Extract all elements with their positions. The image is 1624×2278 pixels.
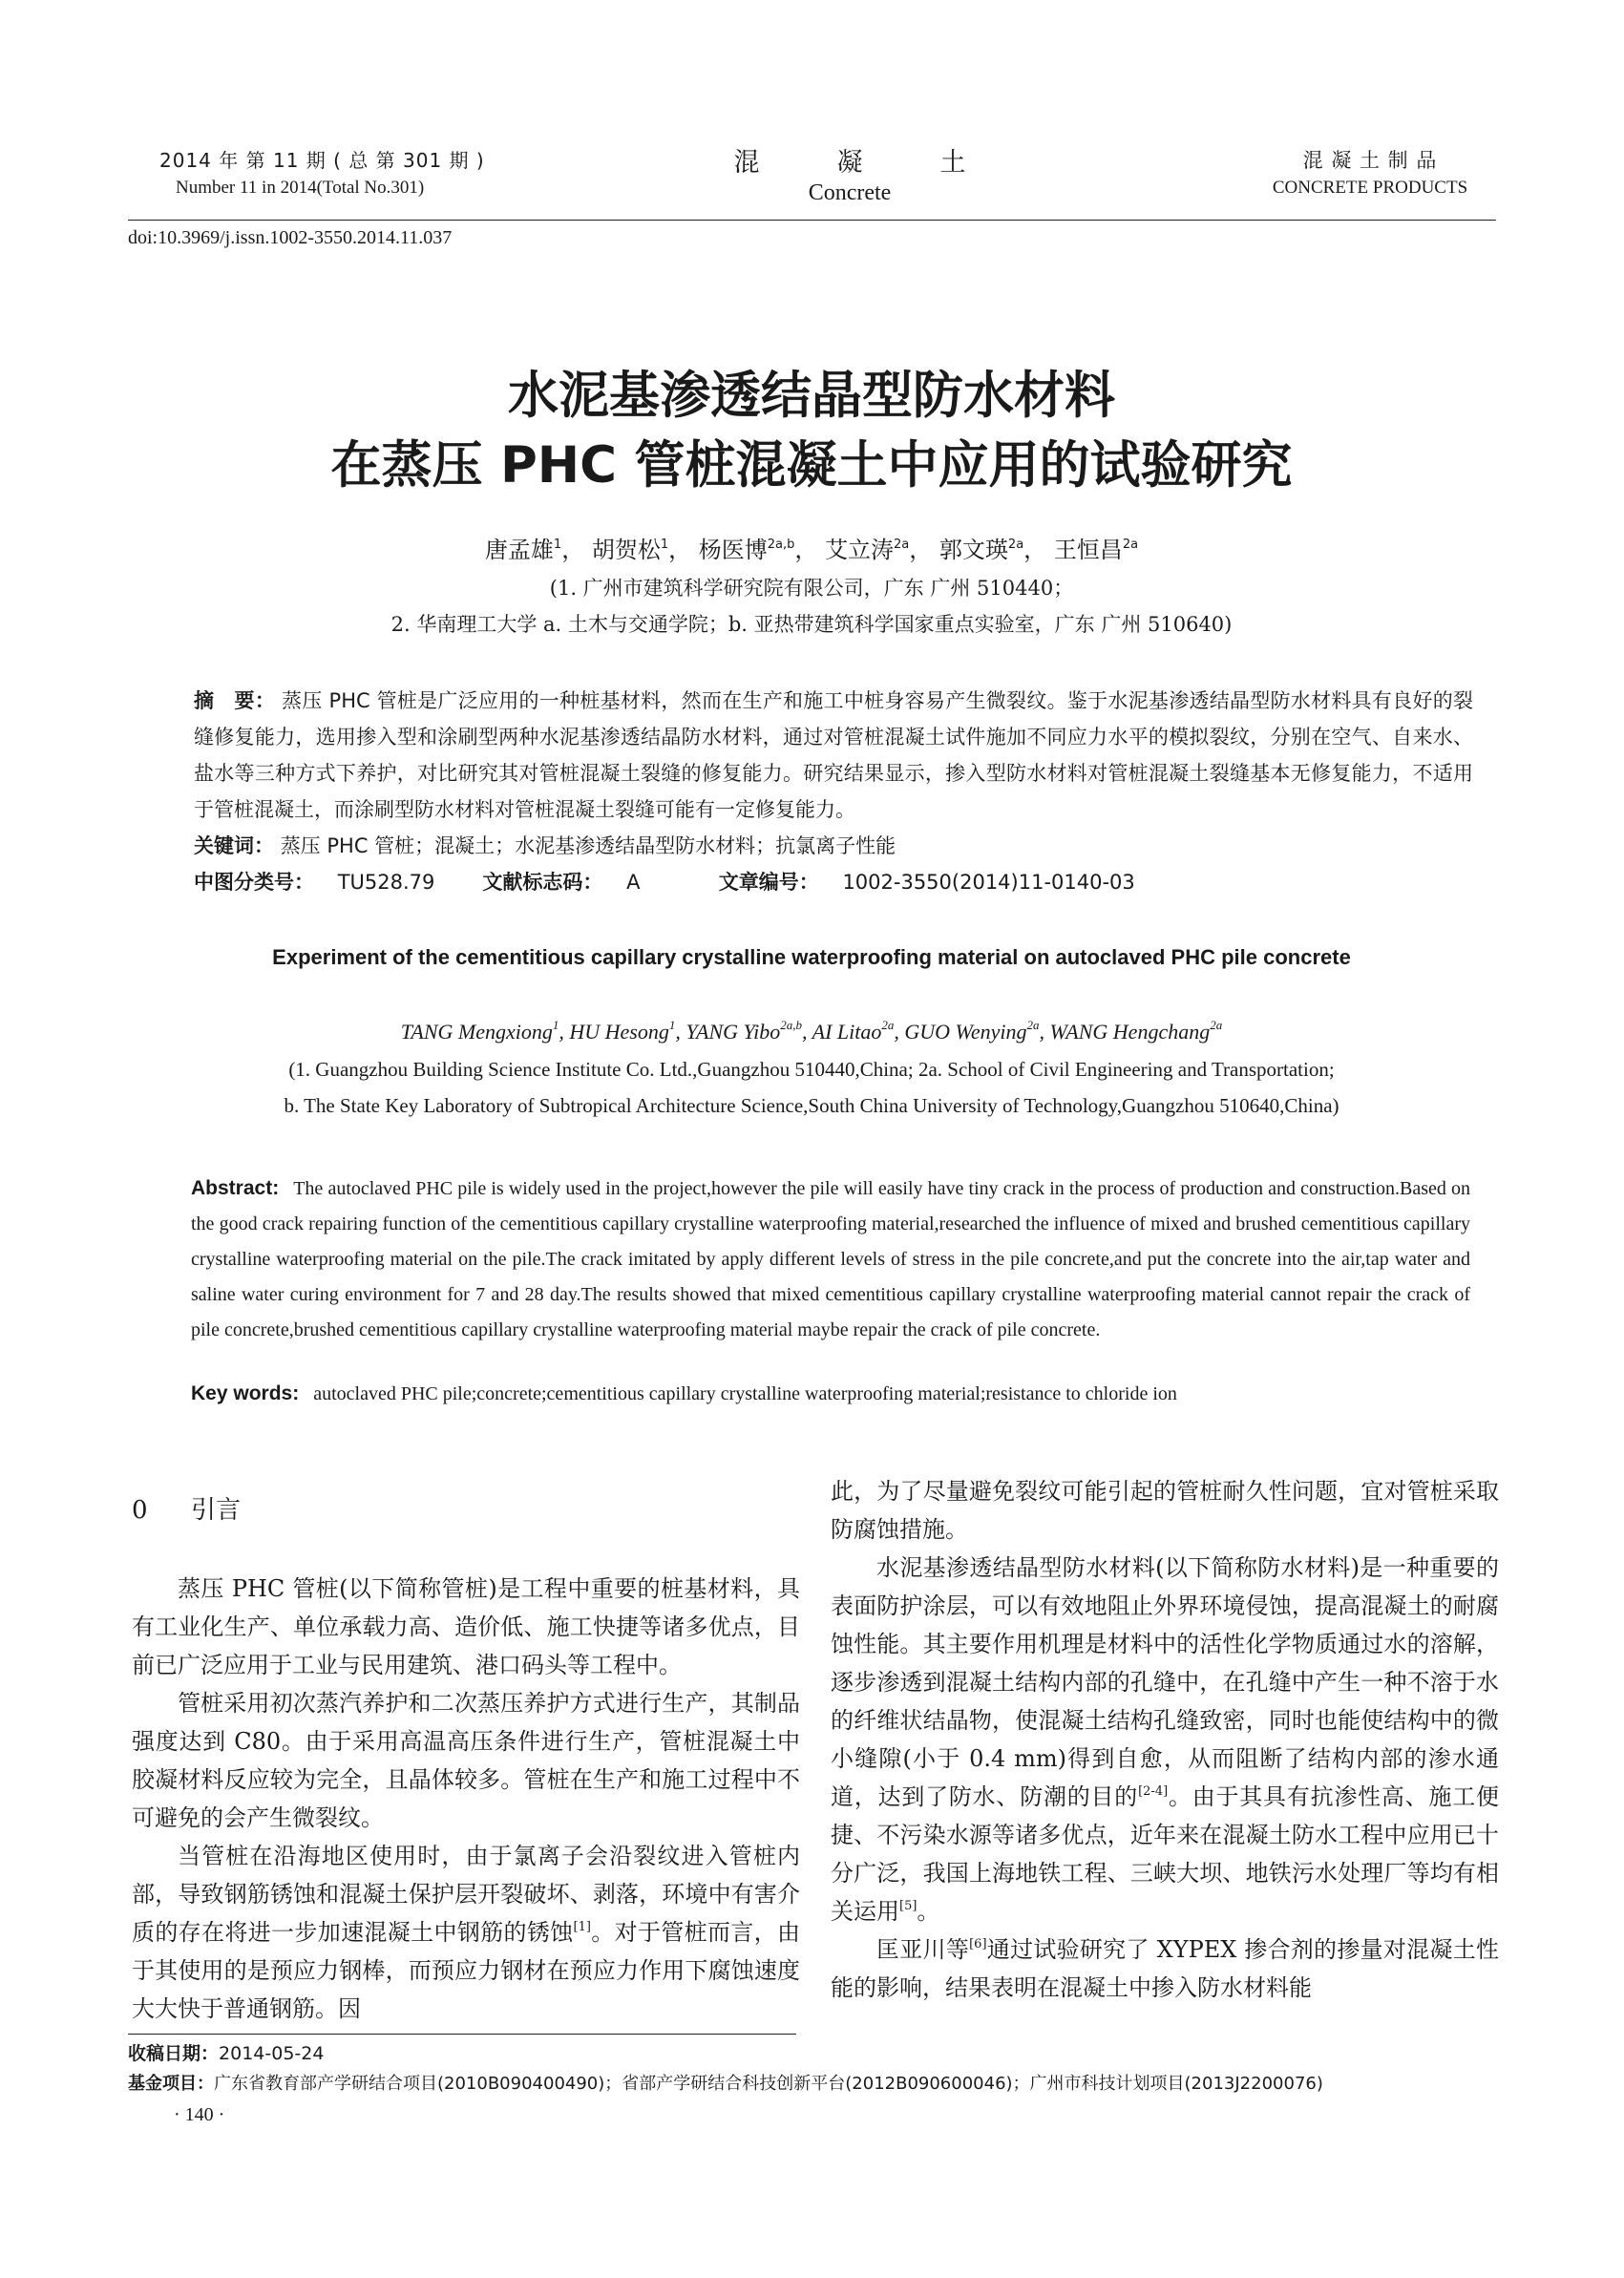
author: 郭文瑛 [939, 537, 1008, 563]
footnote-rule [128, 2034, 796, 2035]
body-left-column [132, 1491, 800, 2028]
affiliation-en-line-2: b. The State Key Laboratory of Subtropical Architecture Science,South China University of Technology,Guangzhou 510640,China) [284, 1094, 1339, 1117]
author-en: AI Litao [812, 1020, 882, 1044]
clc-label: 中图分类号： [194, 871, 314, 894]
author-en: WANG Hengchang [1049, 1020, 1211, 1044]
author: 艾立涛 [825, 537, 895, 563]
authors-en: TANG Mengxiong$^1$, HU Hesong$^1$, YANG Yibo$^{2a,b}$, AI Litao$^{2a}$, GUO Wenying$^{2a}$, WANG Hengchang$^{2a}$ [400, 1018, 1223, 1044]
keywords-en-label: Key words: [191, 1382, 300, 1404]
section-title: 引言 [191, 1496, 242, 1525]
citation: [6] [969, 1937, 987, 1951]
paragraph-text: 。由于其具有抗渗性高、施工便捷、不污染水源等诸多优点，近年来在混凝土防水工程中应用已十分广泛，我国上海地铁工程、三峡大坝、地铁污水处理厂等均有相关运用 [831, 1783, 1500, 1925]
abstract-cn-text: 蒸压 PHC 管桩是广泛应用的一种桩基材料，然而在生产和施工中桩身容易产生微裂纹。鉴于水泥基渗透结晶型防水材料具有良好的裂缝修复能力，选用掺入型和涂刷型两种水泥基渗透结晶防水材料，通过对管桩混凝土试件施加不同应力水平的模拟裂纹，分别在空气、自来水、盐水等三种方式下养护，对比研究其对管桩混凝土裂缝的修复能力。研究结果显示，掺入型防水材料对管桩混凝土裂缝基本无修复能力，不适用于管桩混凝土，而涂刷型防水材料对管桩混凝土裂缝可能有一定修复能力。 [194, 689, 1473, 821]
column-name-cn: 混 凝 土 制 品 [1302, 149, 1438, 172]
title-line-1: 水泥基渗透结晶型防水材料 [508, 367, 1115, 425]
fund-label: 基金项目： [128, 2074, 214, 2094]
keywords-cn-text: 蒸压 PHC 管桩；混凝土；水泥基渗透结晶型防水材料；抗氯离子性能 [280, 834, 896, 857]
author-en: TANG Mengxiong [400, 1020, 553, 1044]
citation: [2-4] [1138, 1784, 1169, 1799]
doc-code-label: 文献标志码： [482, 871, 603, 894]
paragraph: 蒸压 PHC 管桩(以下简称管桩)是工程中重要的桩基材料，具有工业化生产、单位承载力高、造价低、施工快捷等诸多优点，目前已广泛应用于工业与民用建筑、港口码头等工程中。 [132, 1575, 800, 1678]
paragraph [831, 1930, 1499, 2007]
author-sup: 1 [552, 1018, 559, 1032]
author-sup: 1 [553, 538, 562, 552]
paragraph-text: 水泥基渗透结晶型防水材料(以下简称防水材料)是一种重要的表面防护涂层，可以有效地阻止外界环境侵蚀，提高混凝土的耐腐蚀性能。其主要作用机理是材料中的活性化学物质通过水的溶解，逐步渗透到混凝土结构内部的孔缝中，在孔缝中产生一种不溶于水的纤维状结晶物，使混凝土结构孔缝致密，同时也能使结构中的微小缝隙(小于 0.4 mm)得到自愈，从而阻断了结构内部的渗水通道，达到了防水、防潮的目的 [831, 1554, 1499, 1810]
affiliation-line-1: (1. 广州市建筑科学研究院有限公司，广东 广州 510440； [549, 577, 1074, 600]
paragraph [831, 1549, 1499, 1930]
abstract-en-text: The autoclaved PHC pile is widely used in the project,however the pile will easily have tiny crack in the process of production and construction.Based on the good crack repairing function of the cementitious capillary crystalline waterproofing material,researched the influence of mixed and brushed cementitious capillary crystalline waterproofing material on the pile.The crack imitated by apply different levels of stress in the pile concrete,and put the concrete into the air,tap water and saline water curing environment for 7 and 28 day.The results showed that mixed cementitious capillary crystalline waterproofing material cannot repair the crack of pile concrete,brushed cementitious capillary crystalline waterproofing material maybe repair the crack of pile concrete. [191, 1178, 1470, 1340]
paragraph [132, 1837, 800, 2028]
journal-name-cn: 混 凝 土 [733, 148, 966, 178]
received-value: 2014-05-24 [219, 2043, 325, 2064]
paragraph-text: 通过试验研究了 XYPEX 掺合剂的掺量对混凝土性能的影响，结果表明在混凝土中掺入防水材料能 [831, 1936, 1499, 2001]
paragraph-text: 当管桩在沿海地区使用时，由于氯离子会沿裂纹进入管桩内部，导致钢筋锈蚀和混凝土保护层开裂破坏、剥落，环境中有害介质的存在将进一步加速混凝土中钢筋的锈蚀 [132, 1843, 800, 1946]
keywords-cn-label: 关键词： [194, 834, 274, 857]
title-line-2: 在蒸压 PHC 管桩混凝土中应用的试验研究 [330, 436, 1293, 495]
author: 杨医博 [698, 537, 768, 563]
author-sup: 2a [1026, 1018, 1040, 1032]
clc-value: TU528.79 [337, 871, 435, 894]
author: 唐孟雄 [484, 537, 554, 563]
citation: [1] [573, 1920, 591, 1934]
author-sup: 2a [881, 1018, 895, 1032]
journal-issue-en: Number 11 in 2014(Total No.301) [176, 178, 425, 198]
paragraph-text: 。对于管桩而言，由于其使用的是预应力钢棒，而预应力钢材在预应力作用下腐蚀速度大大快于普通钢筋。因 [132, 1919, 800, 2022]
author-sup: 2a [894, 538, 910, 552]
section-heading [132, 1491, 800, 1529]
fund-info [128, 2070, 1512, 2095]
column-name-en: CONCRETE PRODUCTS [1272, 178, 1468, 198]
doc-code-value: A [626, 871, 641, 894]
author-en: YANG Yibo [685, 1020, 781, 1044]
affiliation-line-2: 2. 华南理工大学 a. 土木与交通学院；b. 亚热带建筑科学国家重点实验室，广东 广州 510640) [390, 613, 1233, 636]
abstract-en-label: Abstract: [191, 1177, 280, 1199]
journal-issue-cn: 2014 年 第 11 期 ( 总 第 301 期 ) [159, 149, 485, 172]
author-sup: 2a [1210, 1018, 1223, 1032]
paragraph-text: 。 [917, 1898, 940, 1925]
keywords-en [191, 1382, 1177, 1405]
article-no-value: 1002-3550(2014)11-0140-03 [842, 871, 1135, 894]
header-rule [128, 220, 1496, 221]
abstract-en [191, 1171, 1470, 1348]
paragraph: 管桩采用初次蒸汽养护和二次蒸压养护方式进行生产，其制品强度达到 C80。由于采用高温高压条件进行生产，管桩混凝土中胶凝材料反应较为完全，且晶体较多。管桩在生产和施工过程中不可避免的会产生微裂纹。 [132, 1690, 800, 1831]
keywords-cn [194, 831, 896, 859]
journal-name-en: Concrete [808, 180, 892, 205]
section-number: 0 [132, 1496, 148, 1525]
authors-cn: 唐孟雄$^1$， 胡贺松$^1$， 杨医博$^{2a,b}$， 艾立涛$^{2a}$， 郭文瑛$^{2a}$， 王恒昌$^{2a}$ [484, 537, 1139, 563]
author-sup: 2a [1122, 538, 1139, 552]
paragraph: 此，为了尽量避免裂纹可能引起的管桩耐久性问题，宜对管桩采取防腐蚀措施。 [831, 1478, 1499, 1543]
article-no-label: 文章编号： [718, 871, 819, 894]
classification-row [194, 867, 1473, 896]
abstract-cn-label: 摘 要： [194, 689, 276, 712]
abstract-cn [194, 683, 1473, 828]
author: 王恒昌 [1053, 537, 1123, 563]
fund-value: 广东省教育部产学研结合项目(2010B090400490)；省部产学研结合科技创新平台(2012B090600046)；广州市科技计划项目(2013J2200076) [214, 2074, 1323, 2094]
author: 胡贺松 [591, 537, 661, 563]
page-number: · 140 · [174, 2104, 225, 2125]
author-en: HU Hesong [569, 1020, 669, 1044]
received-label: 收稿日期： [128, 2043, 220, 2064]
author-sup: 2a,b [767, 538, 795, 552]
doi: doi:10.3969/j.issn.1002-3550.2014.11.037 [128, 227, 453, 248]
received-date [128, 2039, 324, 2065]
keywords-en-text: autoclaved PHC pile;concrete;cementitious capillary crystalline waterproofing material;resistance to chloride ion [313, 1383, 1177, 1404]
author-sup: 2a [1007, 538, 1024, 552]
citation: [5] [899, 1899, 917, 1913]
body-right-column [831, 1472, 1499, 2007]
title-en: Experiment of the cementitious capillary crystalline waterproofing material on autoclaved PHC pile concrete [272, 945, 1351, 969]
author-sup: 1 [668, 1018, 676, 1032]
author-sup: 1 [660, 538, 669, 552]
affiliation-en-line-1: (1. Guangzhou Building Science Institute Co. Ltd.,Guangzhou 510440,China; 2a. School of Civil Engineering and Transportation; [288, 1058, 1335, 1081]
paragraph-text: 匡亚川等 [876, 1936, 970, 1963]
author-en: GUO Wenying [904, 1020, 1027, 1044]
author-sup: 2a,b [780, 1018, 803, 1032]
